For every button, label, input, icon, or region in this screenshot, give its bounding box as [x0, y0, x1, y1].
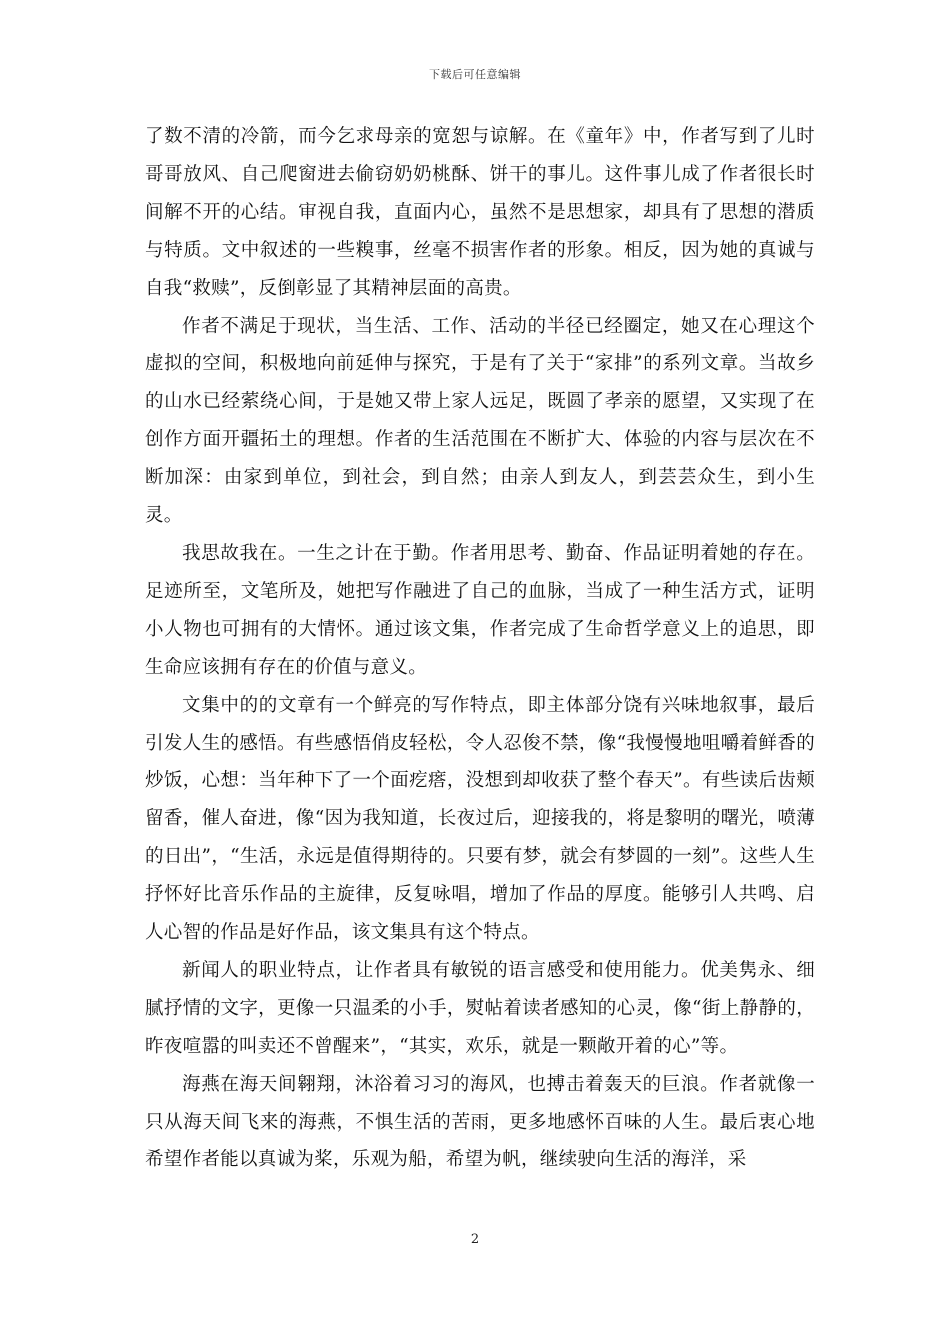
document-body	[145, 118, 815, 1179]
paragraph-i-think-therefore-i-am: 我思故我在。一生之计在于勤。作者用思考、勤奋、作品证明着她的存在。足迹所至，文笔所及，她把写作融进了自己的血脉，当成了一种生活方式，证明小人物也可拥有的大情怀。通过该文集，作者完成了生命哲学意义上的追思，即生命应该拥有存在的价值与意义。	[145, 542, 815, 678]
paragraph-journalist-language: 新闻人的职业特点，让作者具有敏锐的语言感受和使用能力。优美隽永、细腻抒情的文字，更像一只温柔的小手，熨帖着读者感知的心灵，像“街上静静的，昨夜喧嚣的叫卖还不曾醒来”，“其实，欢乐，就是一颗敞开着的心”等。	[145, 959, 815, 1057]
paragraph-writing-characteristics: 文集中的的文章有一个鲜亮的写作特点，即主体部分饶有兴味地叙事，最后引发人生的感悟。有些感悟俏皮轻松，令人忍俊不禁，像“我慢慢地咀嚼着鲜香的炒饭，心想：当年种下了一个面疙瘩，没想到却收获了整个春天”。有些读后齿颊留香，催人奋进，像“因为我知道，长夜过后，迎接我的，将是黎明的曙光，喷薄的日出”，“生活，永远是值得期待的。只要有梦，就会有梦圆的一刻”。这些人生抒怀好比音乐作品的主旋律，反复咏唱，增加了作品的厚度。能够引人共鸣、启人心智的作品是好作品，该文集具有这个特点。	[145, 694, 815, 944]
paragraph-petrel-closing: 海燕在海天间翱翔，沐浴着习习的海风，也搏击着轰天的巨浪。作者就像一只从海天间飞来的海燕，不惧生活的苦雨，更多地感怀百味的人生。最后衷心地希望作者能以真诚为桨，乐观为船，希望为帆，继续驶向生活的海洋，采	[145, 1073, 815, 1171]
paragraph-home-family-series: 作者不满足于现状，当生活、工作、活动的半径已经圈定，她又在心理这个虚拟的空间，积极地向前延伸与探究，于是有了关于“家排”的系列文章。当故乡的山水已经萦绕心间，于是她又带上家人远足，既圆了孝亲的愿望，又实现了在创作方面开疆拓土的理想。作者的生活范围在不断扩大、体验的内容与层次在不断加深：由家到单位，到社会，到自然；由亲人到友人，到芸芸众生，到小生灵。	[145, 315, 815, 527]
page-number: 2	[470, 1232, 480, 1247]
page-header: 下载后可任意编辑	[429, 68, 521, 81]
paragraph-continued: 了数不清的冷箭，而今乞求母亲的宽恕与谅解。在《童年》中，作者写到了儿时哥哥放风、自己爬窗进去偷窃奶奶桃酥、饼干的事儿。这件事儿成了作者很长时间解不开的心结。审视自我，直面内心，虽然不是思想家，却具有了思想的潜质与特质。文中叙述的一些糗事，丝毫不损害作者的形象。相反，因为她的真诚与自我“救赎”，反倒彰显了其精神层面的高贵。	[145, 126, 815, 299]
